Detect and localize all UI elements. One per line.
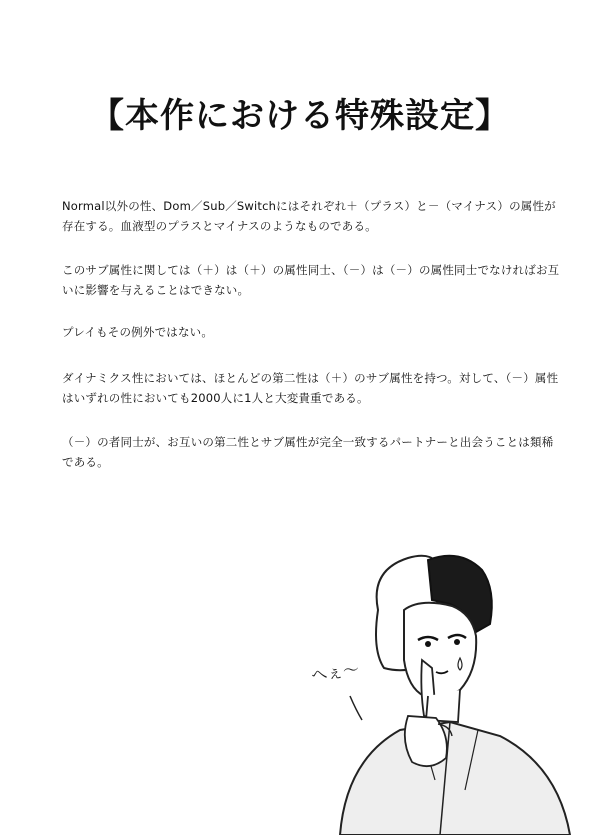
paragraph-play-exception: プレイもその例外ではない。 — [62, 325, 214, 339]
paragraph-sub-attributes: Normal以外の性、Dom／Sub／Switchにはそれぞれ＋（プラス）と－（マイナス）の属性が存在する。血液型のプラスとマイナスのようなものである。 — [62, 199, 556, 233]
paragraph-perfect-match: （－）の者同士が、お互いの第二性とサブ属性が完全一致するパートナーと出会うことは類稀である。 — [62, 435, 554, 469]
character-illustration — [300, 540, 600, 835]
speech-text: へぇ～ — [309, 659, 361, 686]
page-title: 【本作における特殊設定】 — [90, 96, 510, 136]
paragraph-influence-rule: このサブ属性に関しては（＋）は（＋）の属性同士、（－）は（－）の属性同士でなければお互いに影響を与えることはできない。 — [62, 263, 560, 297]
paragraph-rarity: ダイナミクス性においては、ほとんどの第二性は（＋）のサブ属性を持つ。対して、（－）属性はいずれの性においても2000人に1人と大変貴重である。 — [62, 371, 559, 405]
